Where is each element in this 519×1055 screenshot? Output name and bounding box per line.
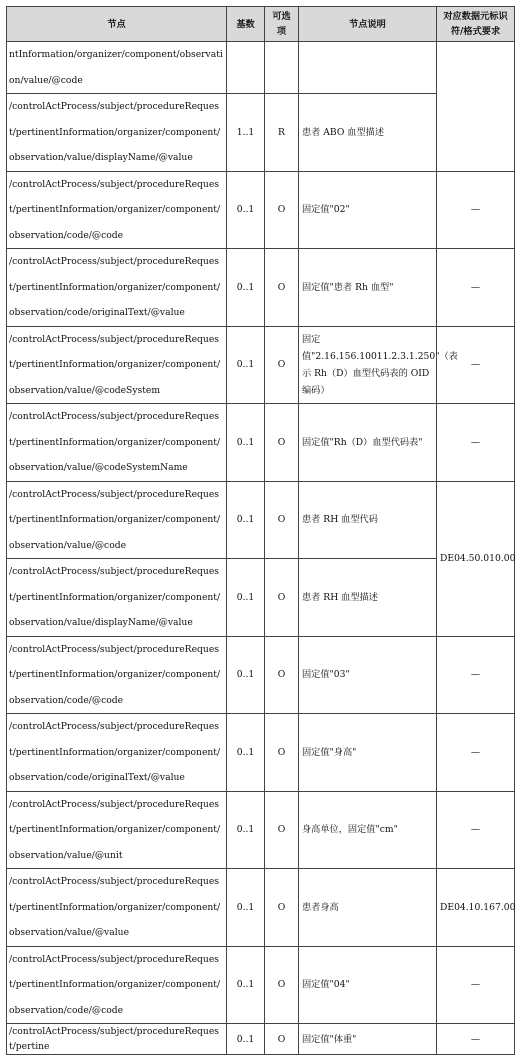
node-path: ntInformation/organizer/component/observation/value/@code	[7, 42, 227, 94]
data-element: —	[437, 404, 515, 482]
description: 患者 RH 血型代码	[299, 481, 437, 559]
header-row	[7, 7, 515, 42]
table-row	[7, 42, 515, 94]
node-path: /controlActProcess/subject/procedureRequest/pertinentInformation/organizer/component/observation/value/@value	[7, 869, 227, 947]
description: 固定值"2.16.156.10011.2.3.1.250"（表示 Rh（D）血型代码表的 OID 编码）	[299, 326, 437, 404]
cardinality	[227, 42, 265, 94]
optional: O	[265, 636, 299, 714]
cardinality: 0..1	[227, 714, 265, 792]
optional: O	[265, 481, 299, 559]
optional: O	[265, 869, 299, 947]
optional	[265, 42, 299, 94]
table-row	[7, 869, 515, 947]
description: 固定值"身高"	[299, 714, 437, 792]
data-element: —	[437, 171, 515, 249]
cardinality: 0..1	[227, 1024, 265, 1055]
table-row	[7, 946, 515, 1024]
table-row	[7, 326, 515, 404]
table-row	[7, 171, 515, 249]
node-path: /controlActProcess/subject/procedureRequest/pertinentInformation/organizer/component/observation/value/displayName/@value	[7, 559, 227, 637]
cardinality: 0..1	[227, 946, 265, 1024]
cardinality: 0..1	[227, 171, 265, 249]
description: 固定值"03"	[299, 636, 437, 714]
description: 固定值"Rh（D）血型代码表"	[299, 404, 437, 482]
data-element: DE04.50.010.00	[437, 481, 515, 636]
description: 固定值"体重"	[299, 1024, 437, 1055]
data-element: —	[437, 946, 515, 1024]
node-path: /controlActProcess/subject/procedureRequest/pertinentInformation/organizer/component/observation/value/displayName/@value	[7, 94, 227, 172]
optional: O	[265, 171, 299, 249]
optional: O	[265, 404, 299, 482]
table-row	[7, 636, 515, 714]
data-element: —	[437, 714, 515, 792]
node-path: /controlActProcess/subject/procedureRequest/pertinentInformation/organizer/component/observation/code/originalText/@value	[7, 714, 227, 792]
cardinality: 0..1	[227, 404, 265, 482]
description: 固定值"04"	[299, 946, 437, 1024]
optional: O	[265, 714, 299, 792]
data-element	[437, 42, 515, 172]
cardinality: 0..1	[227, 636, 265, 714]
optional: O	[265, 559, 299, 637]
cardinality: 1..1	[227, 94, 265, 172]
data-element: —	[437, 1024, 515, 1055]
description: 患者身高	[299, 869, 437, 947]
data-element: —	[437, 791, 515, 869]
optional: O	[265, 326, 299, 404]
header-description: 节点说明	[299, 7, 437, 42]
data-element: DE04.10.167.00	[437, 869, 515, 947]
description: 固定值"患者 Rh 血型"	[299, 249, 437, 327]
node-path: /controlActProcess/subject/procedureRequest/pertinentInformation/organizer/component/observation/value/@codeSystem	[7, 326, 227, 404]
description: 患者 ABO 血型描述	[299, 94, 437, 172]
optional: O	[265, 791, 299, 869]
cardinality: 0..1	[227, 791, 265, 869]
cardinality: 0..1	[227, 326, 265, 404]
data-element: —	[437, 326, 515, 404]
table-row	[7, 714, 515, 792]
node-path: /controlActProcess/subject/procedureRequest/pertinentInformation/organizer/component/observation/code/@code	[7, 171, 227, 249]
table-row	[7, 791, 515, 869]
data-element: —	[437, 249, 515, 327]
header-node: 节点	[7, 7, 227, 42]
node-path: /controlActProcess/subject/procedureRequest/pertine	[7, 1024, 227, 1055]
node-path: /controlActProcess/subject/procedureRequest/pertinentInformation/organizer/component/observation/code/originalText/@value	[7, 249, 227, 327]
header-data-element: 对应数据元标识符/格式要求	[437, 7, 515, 42]
cardinality: 0..1	[227, 869, 265, 947]
table-row	[7, 404, 515, 482]
header-optional: 可选项	[265, 7, 299, 42]
node-path: /controlActProcess/subject/procedureRequest/pertinentInformation/organizer/component/observation/code/@code	[7, 946, 227, 1024]
data-element: —	[437, 636, 515, 714]
optional: O	[265, 946, 299, 1024]
node-spec-table	[6, 6, 515, 1055]
description: 固定值"02"	[299, 171, 437, 249]
description: 身高单位，固定值"cm"	[299, 791, 437, 869]
header-cardinality: 基数	[227, 7, 265, 42]
cardinality: 0..1	[227, 481, 265, 559]
node-path: /controlActProcess/subject/procedureRequest/pertinentInformation/organizer/component/observation/code/@code	[7, 636, 227, 714]
cardinality: 0..1	[227, 249, 265, 327]
optional: O	[265, 1024, 299, 1055]
node-path: /controlActProcess/subject/procedureRequest/pertinentInformation/organizer/component/observation/value/@unit	[7, 791, 227, 869]
optional: O	[265, 249, 299, 327]
table-row	[7, 1024, 515, 1055]
node-path: /controlActProcess/subject/procedureRequest/pertinentInformation/organizer/component/observation/value/@codeSystemName	[7, 404, 227, 482]
table-row	[7, 481, 515, 559]
description: 患者 RH 血型描述	[299, 559, 437, 637]
table-row	[7, 249, 515, 327]
cardinality: 0..1	[227, 559, 265, 637]
optional: R	[265, 94, 299, 172]
node-path: /controlActProcess/subject/procedureRequest/pertinentInformation/organizer/component/observation/value/@code	[7, 481, 227, 559]
description	[299, 42, 437, 94]
